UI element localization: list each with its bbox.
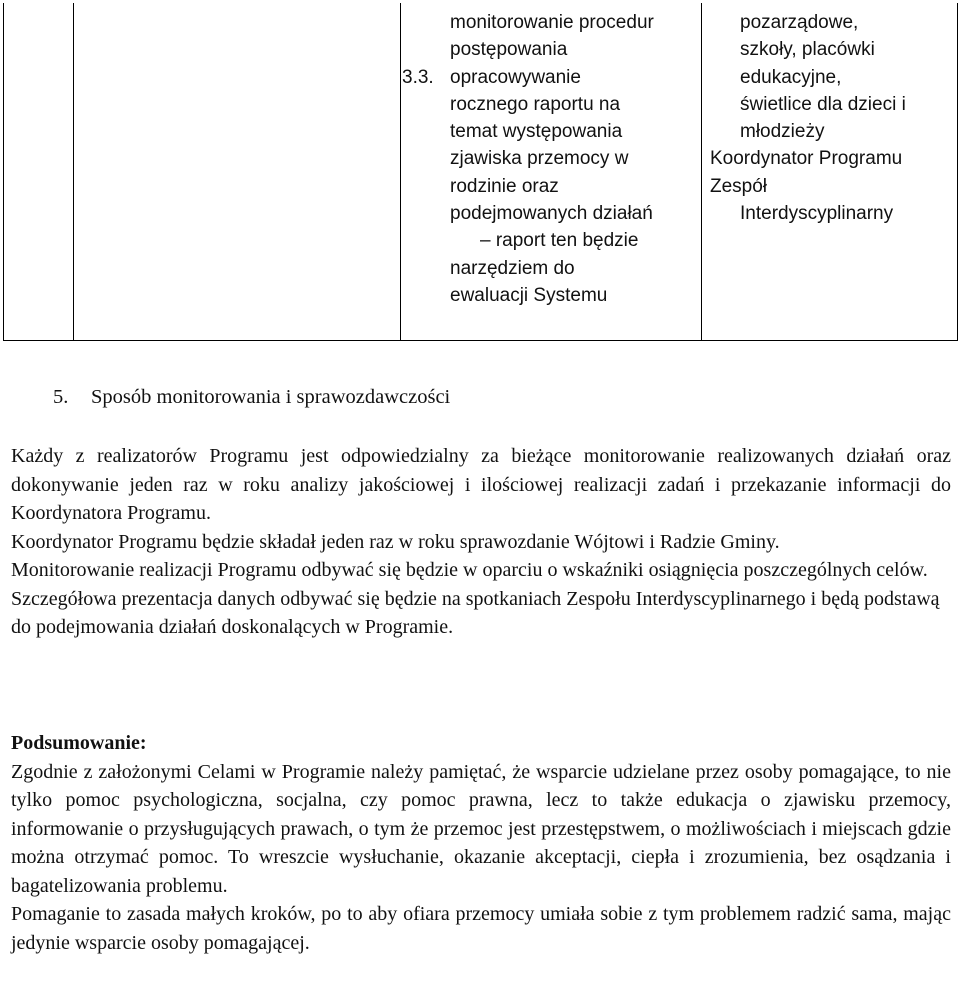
table-cell-line: szkoły, placówki [740, 39, 875, 61]
table-cell-line: opracowywanie [450, 66, 581, 88]
table-cell-line: Zespół [710, 175, 768, 197]
table-cell-line: świetlice dla dzieci i [740, 93, 906, 115]
paragraph: Koordynator Programu będzie składał jeden raz w roku sprawozdanie Wójtowi i Radzie Gminy. [11, 530, 780, 553]
summary-paragraph: Zgodnie z założonymi Celami w Programie należy pamiętać, że wsparcie udzielane przez osoby pomagające, to nie tylko pomoc psychologiczna, socjalna, czy pomoc prawna, lecz to także edukacja o zjawisku przemocy, informowanie o przysługujących prawach, o tym że przemoc jest przestępstwem, o możliwościach i miejscach gdzie można otrzymać pomoc. To wreszcie wysłuchanie, okazanie akceptacji, ciepła i zrozumienia, bez osądzania i bagatelizowania problemu. [11, 760, 951, 897]
table-item-row [402, 64, 700, 91]
table-cell-line: młodzieży [740, 121, 825, 143]
table-column-divider [701, 3, 702, 340]
table-cell-line: Koordynator Programu [710, 148, 903, 170]
table-cell-line: monitorowanie procedur [450, 12, 654, 33]
paragraph: Każdy z realizatorów Programu jest odpowiedzialny za bieżące monitorowanie realizowanych działań oraz dokonywanie jeden raz w roku analizy jakościowej i ilościowej realizacji zadań i przekazanie informacji do Koordynatora Programu. [11, 445, 951, 524]
table-cell-line: ewaluacji Systemu [450, 284, 608, 306]
item-number: 3.3. [402, 66, 434, 88]
section-title: Sposób monitorowania i sprawozdawczości [91, 386, 451, 408]
table-cell-line: podejmowanych działań [450, 203, 653, 225]
table-cell-line: pozarządowe, [740, 12, 859, 33]
summary-heading: Podsumowanie: [11, 732, 147, 754]
table-cell-line: postępowania [450, 39, 568, 61]
table-column-divider [400, 3, 401, 340]
section-number: 5. [53, 386, 69, 408]
table-fragment [3, 3, 958, 341]
table-column-divider [73, 3, 74, 340]
table-cell-line: Interdyscyplinarny [740, 203, 894, 225]
table-cell-responsible [710, 9, 960, 227]
table-cell-actions [402, 9, 700, 309]
paragraph: Szczegółowa prezentacja danych odbywać się będzie na spotkaniach Zespołu Interdyscyplinarnego i będą podstawą do podejmowania działań doskonalących w Programie. [11, 587, 940, 638]
table-cell-line: rocznego raportu na [450, 93, 621, 115]
summary-paragraph: Pomaganie to zasada małych kroków, po to aby ofiara przemocy umiała sobie z tym problemem radzić sama, mając jedynie wsparcie osoby pomagającej. [11, 903, 951, 954]
table-cell-line: narzędziem do [450, 257, 575, 279]
table-cell-line: – raport ten będzie [480, 230, 639, 252]
summary-section [11, 729, 951, 957]
table-cell-line: temat występowania [450, 121, 623, 143]
monitoring-text [11, 442, 951, 642]
table-cell-line: edukacyjne, [740, 66, 842, 88]
paragraph: Monitorowanie realizacji Programu odbywać się będzie w oparciu o wskaźniki osiągnięcia poszczególnych celów. [11, 559, 928, 581]
table-cell-line: rodzinie oraz [450, 175, 559, 197]
section-heading [53, 386, 450, 409]
table-cell-line: zjawiska przemocy w [450, 148, 629, 170]
